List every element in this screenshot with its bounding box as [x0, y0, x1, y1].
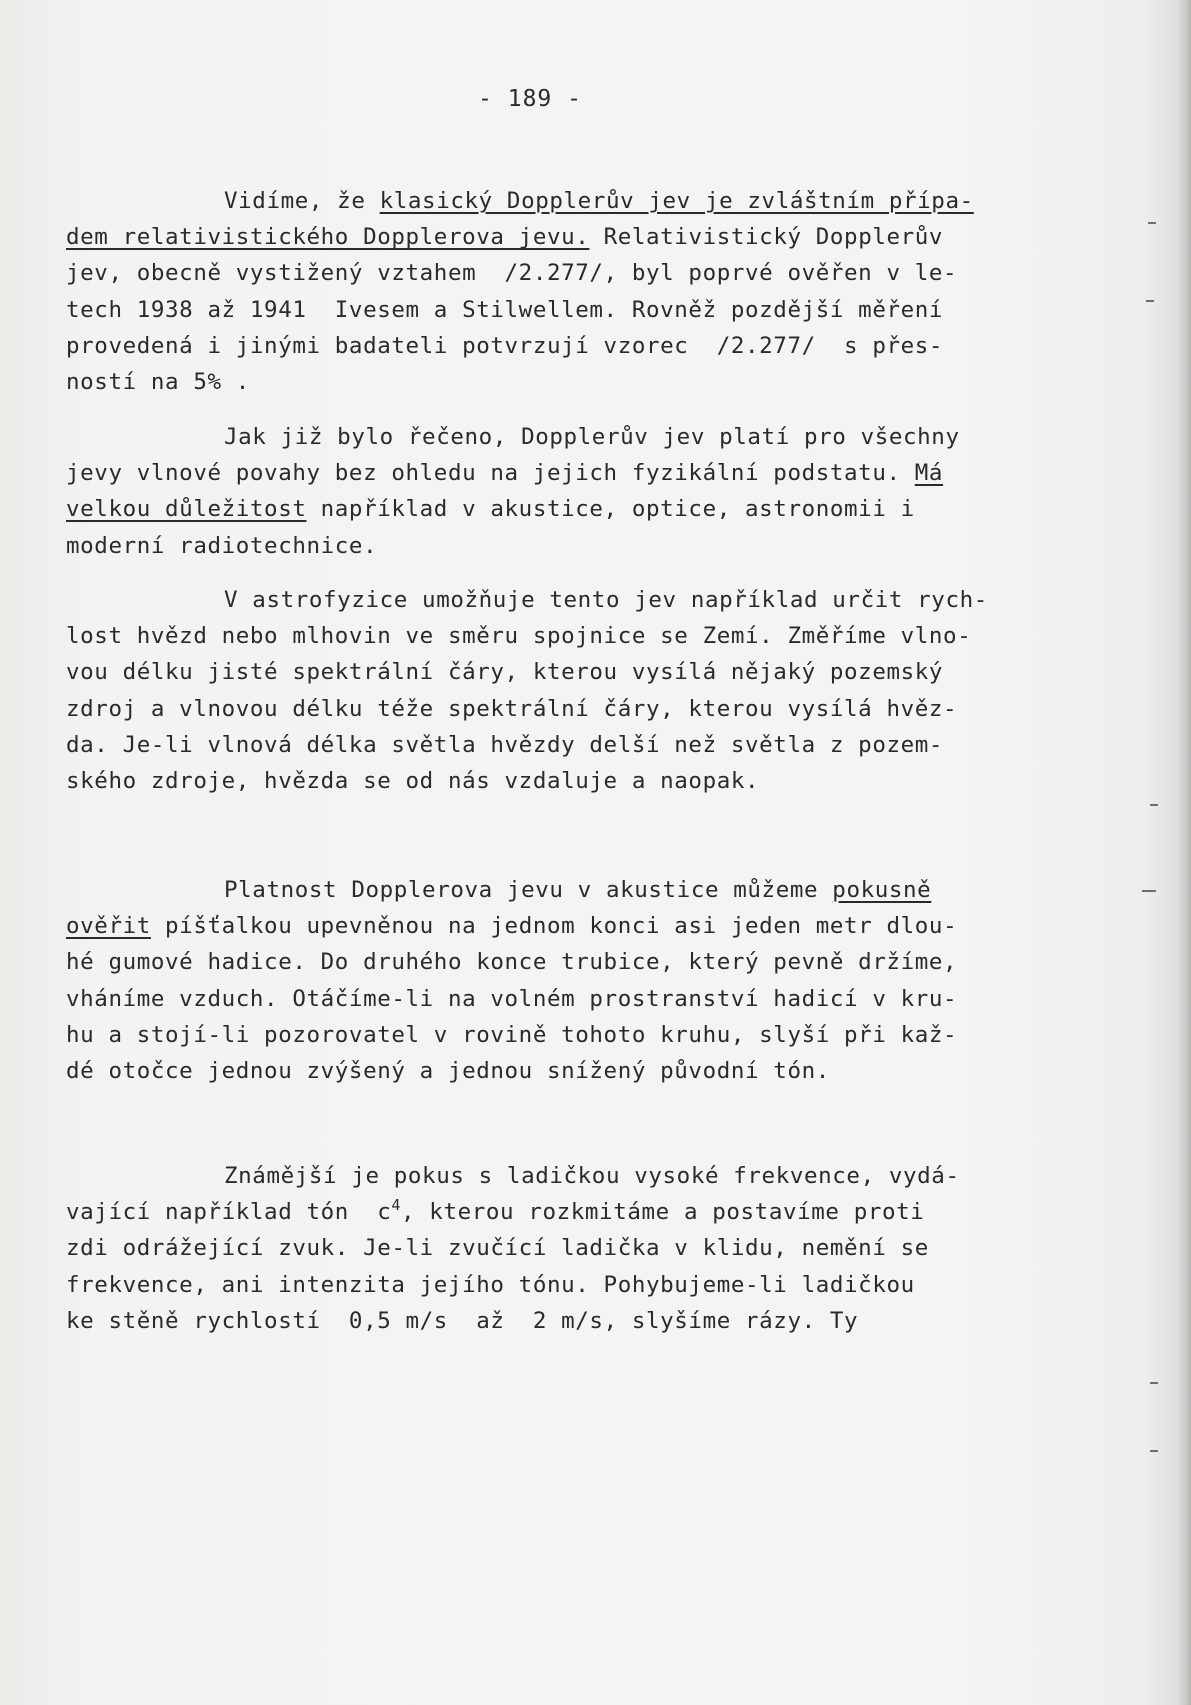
- text-line: [66, 763, 1056, 799]
- text-run: jev, obecně vystižený vztahem /2.277/, byl poprvé ověřen v le-: [66, 260, 958, 287]
- text-line: [66, 727, 1056, 763]
- paragraph-acoustic-experiment: [66, 872, 1056, 1089]
- text-line: [66, 1053, 1056, 1089]
- text-run: vající například tón c: [66, 1199, 392, 1226]
- text-run: , kterou rozkmitáme a postavíme proti: [401, 1199, 925, 1226]
- text-run: vháníme vzduch. Otáčíme-li na volném prostranství hadicí v kru-: [66, 985, 958, 1012]
- text-line: [66, 491, 1056, 527]
- text-run: tech 1938 až 1941 Ivesem a Stilwellem. Rovněž pozdější měření: [66, 296, 944, 323]
- text-run: ností na 5% .: [66, 368, 250, 395]
- margin-speck: [1150, 1450, 1158, 1452]
- paragraph-tuning-fork: [66, 1158, 1056, 1339]
- text-line: [66, 292, 1056, 328]
- text-run: Relativistický Dopplerův: [589, 224, 944, 251]
- text-run: da. Je-li vlnová délka světla hvězdy delší než světla z pozem-: [66, 731, 944, 758]
- text-line: [66, 328, 1056, 364]
- text-run: dé otočce jednou zvýšený a jednou snížený původní tón.: [66, 1057, 830, 1084]
- text-line: [66, 981, 1056, 1017]
- text-run: jevy vlnové povahy bez ohledu na jejich fyzikální podstatu.: [66, 460, 915, 487]
- text-run: Známější je pokus s ladičkou vysoké frekvence, vydá-: [224, 1163, 960, 1189]
- underlined-text: ověřit: [66, 913, 151, 940]
- text-line: [66, 1158, 1056, 1194]
- text-line: [66, 654, 1056, 690]
- text-run: lost hvězd nebo mlhovin ve směru spojnice se Zemí. Změříme vlno-: [66, 623, 972, 650]
- page-edge-shadow: [1177, 0, 1191, 1705]
- superscript: 4: [391, 1196, 402, 1215]
- text-run: hu a stojí-li pozorovatel v rovině tohoto kruhu, slyší při kaž-: [66, 1021, 958, 1048]
- paragraph-doppler-importance: [66, 419, 1056, 564]
- text-line: [66, 1230, 1056, 1266]
- text-run: zdi odrážející zvuk. Je-li zvučící ladička v klidu, nemění se: [66, 1235, 929, 1262]
- text-run: frekvence, ani intenzita jejího tónu. Pohybujeme-li ladičkou: [66, 1271, 915, 1298]
- text-line: [66, 582, 1056, 618]
- text-run: Vidíme, že: [224, 188, 380, 214]
- text-line: [66, 364, 1056, 400]
- text-line: [66, 528, 1056, 564]
- paragraph-doppler-classic: [66, 183, 1056, 400]
- margin-speck: [1142, 890, 1156, 892]
- text-run: například v akustice, optice, astronomii i: [306, 496, 915, 523]
- text-line: [66, 1017, 1056, 1053]
- text-run: ke stěně rychlostí 0,5 m/s až 2 m/s, slyšíme rázy. Ty: [66, 1307, 859, 1334]
- text-line: [66, 219, 1056, 255]
- margin-speck: [1150, 1382, 1158, 1384]
- text-line: [66, 1267, 1056, 1303]
- underlined-text: dem relativistického Dopplerova jevu.: [66, 224, 590, 251]
- text-line: [66, 944, 1056, 980]
- text-run: zdroj a vlnovou délku téže spektrální čáry, kterou vysílá hvěz-: [66, 695, 958, 722]
- text-line: [66, 455, 1056, 491]
- paragraph-astrophysics: [66, 582, 1056, 799]
- text-run: Jak již bylo řečeno, Dopplerův jev platí pro všechny: [224, 424, 960, 450]
- text-run: vou délku jisté spektrální čáry, kterou vysílá nějaký pozemský: [66, 659, 944, 686]
- underlined-text: Má: [914, 460, 944, 487]
- text-line: [66, 255, 1056, 291]
- page-number: - 189 -: [478, 86, 582, 112]
- margin-speck: [1146, 300, 1154, 302]
- text-line: [66, 1194, 1056, 1230]
- margin-speck: [1148, 222, 1156, 224]
- text-run: V astrofyzice umožňuje tento jev například určit rych-: [224, 587, 988, 613]
- text-line: [66, 908, 1056, 944]
- text-line: [66, 1303, 1056, 1339]
- text-line: [66, 691, 1056, 727]
- underlined-text: velkou důležitost: [66, 496, 307, 523]
- text-line: [66, 872, 1056, 908]
- margin-speck: [1150, 804, 1158, 806]
- text-run: moderní radiotechnice.: [66, 532, 378, 559]
- underlined-text: pokusně: [832, 877, 932, 903]
- underlined-text: klasický Dopplerův jev je zvláštním přípa-: [379, 188, 974, 214]
- text-run: Platnost Dopplerova jevu v akustice můžeme: [224, 877, 833, 903]
- text-run: hé gumové hadice. Do druhého konce trubice, který pevně držíme,: [66, 949, 958, 976]
- text-line: [66, 183, 1056, 219]
- text-run: píšťalkou upevněnou na jednom konci asi jeden metr dlou-: [150, 913, 958, 940]
- text-run: ského zdroje, hvězda se od nás vzdaluje a naopak.: [66, 767, 760, 794]
- text-line: [66, 419, 1056, 455]
- text-run: provedená i jinými badateli potvrzují vzorec /2.277/ s přes-: [66, 332, 944, 359]
- text-line: [66, 618, 1056, 654]
